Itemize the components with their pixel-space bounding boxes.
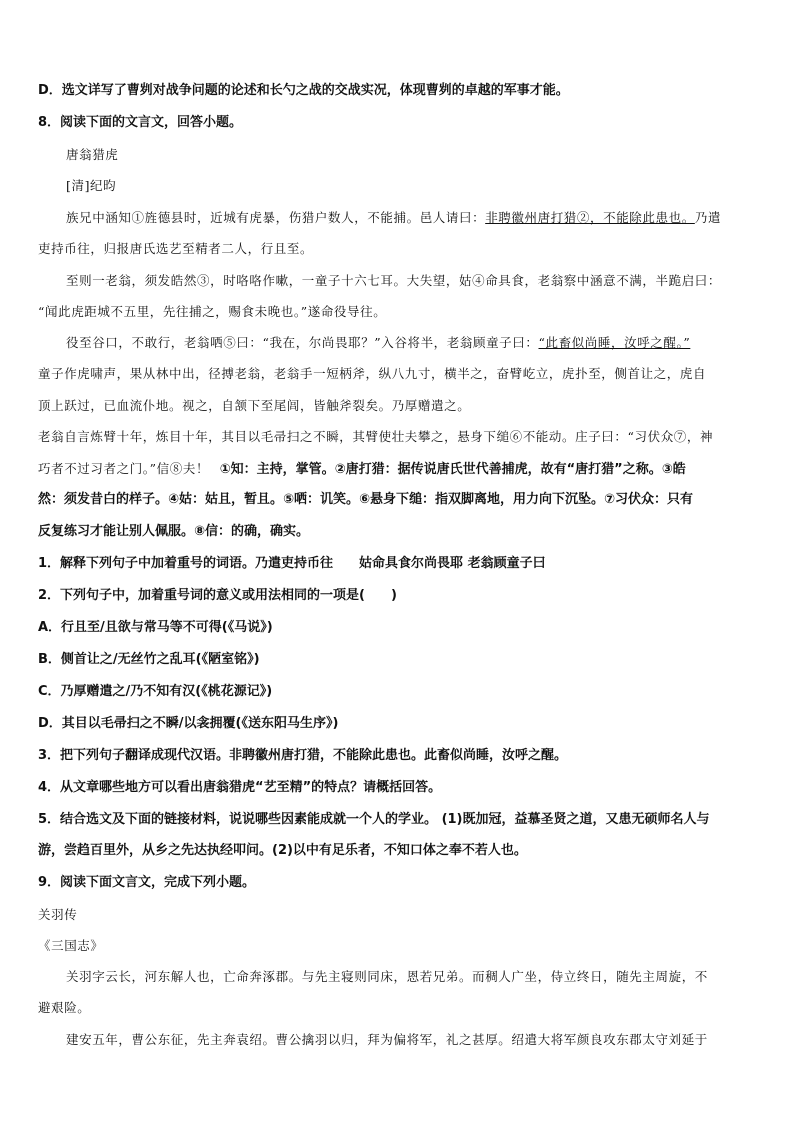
passage-line: 顶上跃过，已血流仆地。视之，自颔下至尾闾，皆触斧裂矣。乃厚赠遣之。 xyxy=(38,398,471,413)
passage-text: 族兄中涵知①旌德县时，近城有虎暴，伤猎户数人，不能捕。邑人请曰： xyxy=(66,210,486,225)
underlined-sentence: 非聘徽州唐打猎②，不能除此患也。 xyxy=(485,210,695,225)
question-8-heading: 8．阅读下面的文言文，回答小题。 xyxy=(38,115,243,130)
annotation-notes: ①知：主持，掌管。②唐打猎：据传说唐氏世代善捕虎，故有“唐打猎”之称。③皓 xyxy=(219,462,686,477)
passage-source: 《三国志》 xyxy=(38,938,104,953)
question-9-heading: 9．阅读下面文言文，完成下列小题。 xyxy=(38,875,256,890)
passage-text: 巧者不过习者之门。”信⑧夫！ xyxy=(38,461,210,476)
option-c: C．乃厚赠遣之/乃不知有汉(《桃花源记》) xyxy=(38,684,273,699)
question-5: 5．结合选文及下面的链接材料，说说哪些因素能成就一个人的学业。 (1)既加冠，益慕圣贤之道，又患无硕师名人与 xyxy=(38,812,710,827)
passage-line xyxy=(38,460,686,478)
question-3: 3．把下列句子翻译成现代汉语。非聘徽州唐打猎，不能除此患也。此畜似尚睡，汝呼之醒。 xyxy=(38,748,568,763)
option-d-previous: D．选文详写了曹刿对战争问题的论述和长勺之战的交战实况，体现曹刿的卓越的军事才能。 xyxy=(38,83,569,98)
annotation-notes: 然：须发昔白的样子。④姑：姑且，暂且。⑤哂：讥笑。⑥悬身下缒：指双脚离地，用力向下沉坠。⑦习伏众：只有 xyxy=(38,492,694,507)
passage-line: 建安五年，曹公东征，先主奔袁绍。曹公擒羽以归，拜为偏将军，礼之甚厚。绍遣大将军颜良攻东郡太守刘延于 xyxy=(66,1032,708,1047)
annotation-notes: 反复练习才能让别人佩服。⑧信：的确，确实。 xyxy=(38,524,310,539)
passage-text: 役至谷口，不敢行，老翁哂⑤曰：“我在，尔尚畏耶？”入谷将半，老翁顾童子曰： xyxy=(66,335,539,350)
passage-line: 吏持币往，归报唐氏选艺至精者二人，行且至。 xyxy=(38,241,314,256)
passage-line: 老翁自言炼臂十年，炼目十年，其目以毛帚扫之不瞬，其臂使壮夫攀之，悬身下缒⑥不能动。庄子曰：“习伏众⑦，神 xyxy=(38,429,714,444)
question-1: 1．解释下列句子中加着重号的词语。乃遣吏持币往 姑命具食尔尚畏耶 老翁顾童子曰 xyxy=(38,556,546,571)
passage-line xyxy=(66,334,690,351)
question-5-continued: 游，尝趋百里外，从乡之先达执经叩问。(2)以中有足乐者，不知口体之奉不若人也。 xyxy=(38,843,527,858)
option-d: D．其目以毛帚扫之不瞬/以衾拥覆(《送东阳马生序》) xyxy=(38,716,339,731)
passage-text: 乃遣 xyxy=(694,210,722,225)
passage-line: 避艰险。 xyxy=(38,1000,91,1015)
underlined-sentence: “此畜似尚睡，汝呼之醒。” xyxy=(538,335,691,350)
passage-line: 童子作虎啸声，果从林中出，径搏老翁，老翁手一短柄斧，纵八九寸，横半之，奋臂屹立，虎扑至，侧首让之，虎自 xyxy=(38,366,707,381)
passage-line: 关羽字云长，河东解人也，亡命奔涿郡。与先主寝则同床，恩若兄弟。而稠人广坐，侍立终日，随先主周旋，不 xyxy=(66,969,708,984)
option-a: A．行且至/且欲与常马等不可得(《马说》) xyxy=(38,620,273,635)
passage-title: 关羽传 xyxy=(38,907,78,922)
passage-title: 唐翁猎虎 xyxy=(66,147,119,162)
passage-author: [清]纪昀 xyxy=(66,178,117,193)
passage-line: 至则一老翁，须发皓然③，时咯咯作嗽，一童子十六七耳。大失望，姑④命具食，老翁察中涵意不满，半跪启曰： xyxy=(66,273,722,288)
question-2: 2．下列句子中，加着重号词的意义或用法相同的一项是( ) xyxy=(38,588,397,603)
option-b: B．侧首让之/无丝竹之乱耳(《陋室铭》) xyxy=(38,652,260,667)
passage-line xyxy=(66,209,721,226)
question-4: 4．从文章哪些地方可以看出唐翁猎虎“艺至精”的特点？请概括回答。 xyxy=(38,780,442,795)
passage-line: “闻此虎距城不五里，先往捕之，赐食未晚也。”遂命役导往。 xyxy=(38,304,387,319)
